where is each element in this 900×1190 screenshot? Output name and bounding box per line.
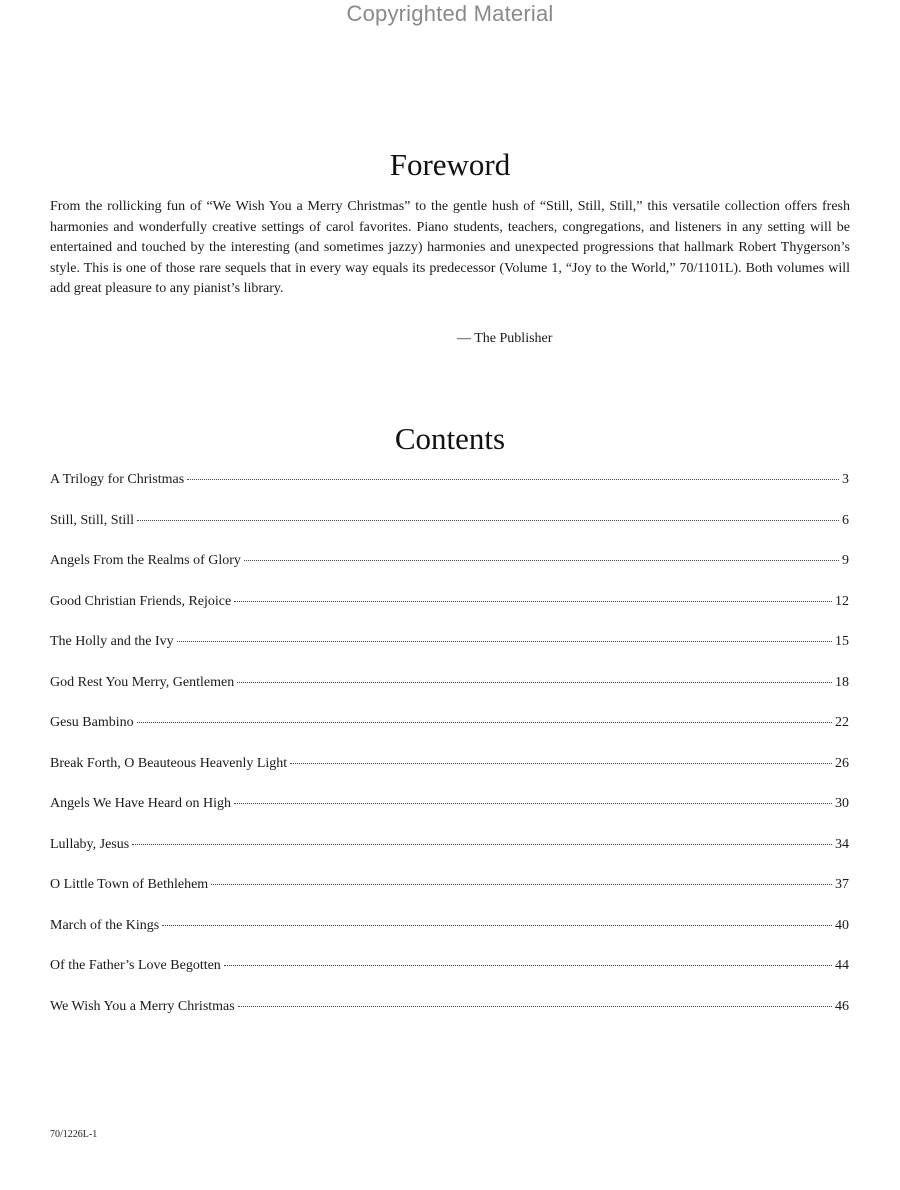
dot-leader (137, 520, 839, 521)
dot-leader (162, 925, 832, 926)
catalog-number: 70/1226L-1 (50, 1129, 98, 1140)
toc-entry-page: 6 (842, 512, 849, 528)
toc-entry-page: 44 (835, 958, 849, 973)
toc-entry-page: 22 (835, 715, 849, 730)
toc-entry-title: The Holly and the Ivy (50, 634, 174, 649)
contents-heading: Contents (394, 421, 506, 456)
toc-entry-title: Break Forth, O Beauteous Heavenly Light (50, 755, 288, 771)
toc-entry-title: God Rest You Merry, Gentlemen (50, 674, 235, 690)
toc-entry[interactable] (50, 956, 849, 997)
toc-entry-title: Angels We Have Heard on High (50, 796, 231, 811)
dot-leader (187, 479, 839, 480)
toc-entry-title: We Wish You a Merry Christmas (50, 998, 235, 1014)
toc-entry-page: 18 (835, 674, 849, 690)
toc-entry[interactable] (50, 511, 849, 552)
dot-leader (237, 682, 832, 683)
toc-entry[interactable] (50, 632, 849, 673)
dot-leader (290, 763, 832, 764)
toc-entry[interactable] (50, 551, 849, 592)
toc-entry-page: 26 (835, 755, 849, 771)
toc-entry[interactable] (50, 794, 849, 835)
toc-entry-title: Good Christian Friends, Rejoice (50, 593, 232, 609)
toc-entry-title: A Trilogy for Christmas (50, 472, 185, 487)
dot-leader (132, 844, 832, 845)
dot-leader (238, 1006, 832, 1007)
dot-leader (137, 722, 832, 723)
dot-leader (234, 803, 832, 804)
toc-entry-title: Angels From the Realms of Glory (50, 553, 241, 568)
toc-entry-page: 40 (835, 917, 849, 933)
dot-leader (177, 641, 832, 642)
toc-entry[interactable] (50, 470, 849, 511)
toc-entry-page: 37 (835, 877, 849, 892)
toc-entry-title: Still, Still, Still (50, 512, 135, 528)
toc-entry-title: March of the Kings (50, 917, 160, 933)
toc-entry[interactable] (50, 875, 849, 916)
foreword-signature: — The Publisher (457, 331, 553, 346)
toc-entry-title: O Little Town of Bethlehem (50, 877, 209, 892)
toc-entry-page: 15 (835, 634, 849, 649)
toc-entry-title: Gesu Bambino (50, 715, 134, 730)
foreword-heading: Foreword (389, 147, 511, 182)
dot-leader (244, 560, 839, 561)
foreword-body: From the rollicking fun of “We Wish You a Merry Christmas” to the gentle hush of “Still, Still, Still,” this versatile collection offers fresh harmonies and wonderfully creative settings of carol favorites. Piano students, teachers, congregations, and listeners in any setting will be entertained and touched by the interesting (and sometimes jazzy) harmonies and unexpected progressions that hallmark Robert Thygerson’s style. This is one of those rare sequels that in every way equals its predecessor (Volume 1, “Joy to the World,” 70/1101L). Both volumes will add great pleasure to any pianist’s library. (50, 199, 850, 297)
toc-entry-title: Lullaby, Jesus (50, 836, 130, 852)
toc-entry[interactable] (50, 592, 849, 633)
toc-entry[interactable] (50, 673, 849, 714)
toc-entry-title: Of the Father’s Love Begotten (50, 958, 221, 973)
toc-entry-page: 34 (835, 836, 849, 852)
toc-entry[interactable] (50, 835, 849, 876)
toc-entry-page: 30 (835, 796, 849, 811)
dot-leader (224, 965, 832, 966)
dot-leader (234, 601, 832, 602)
toc-entry[interactable] (50, 916, 849, 957)
toc-entry-page: 9 (842, 553, 849, 568)
dot-leader (211, 884, 832, 885)
toc-entry[interactable] (50, 754, 849, 795)
toc-entry-page: 3 (842, 472, 849, 487)
copyright-watermark: Copyrighted Material (346, 1, 554, 26)
table-of-contents (50, 470, 849, 1037)
toc-entry-page: 46 (835, 998, 849, 1014)
toc-entry[interactable] (50, 997, 849, 1038)
toc-entry[interactable] (50, 713, 849, 754)
toc-entry-page: 12 (835, 593, 849, 609)
